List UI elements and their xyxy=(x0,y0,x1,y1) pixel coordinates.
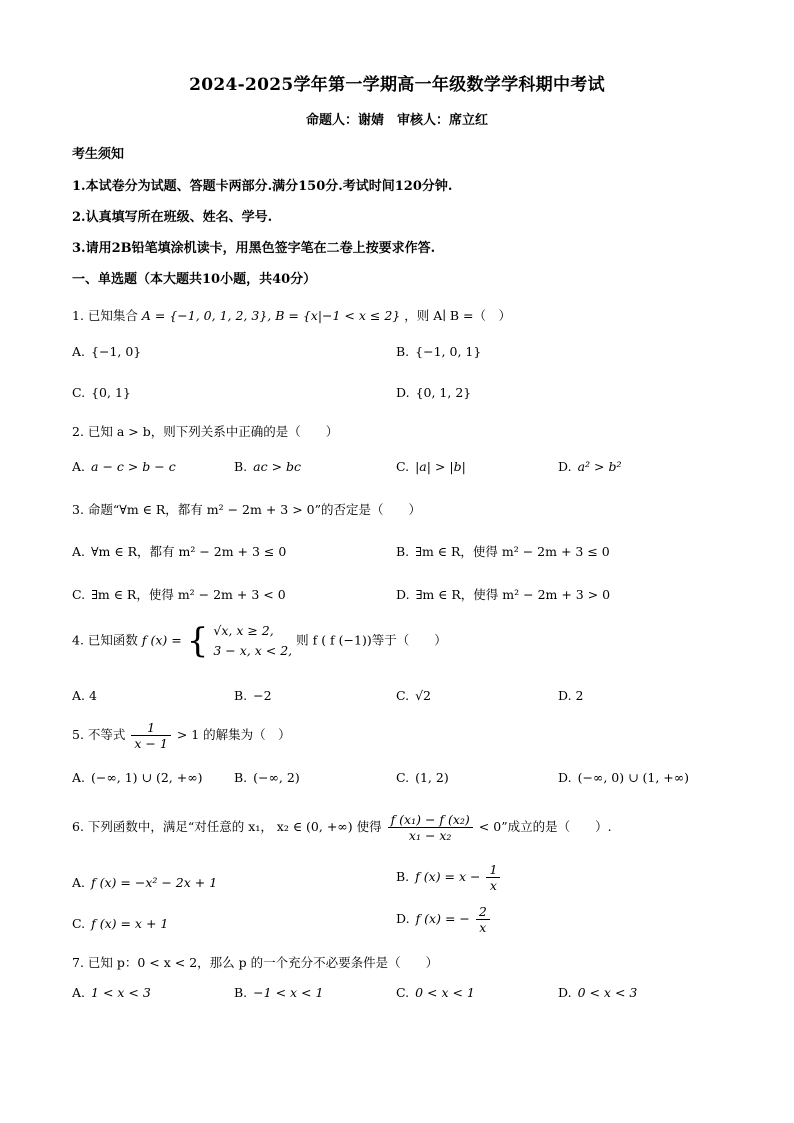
question-7-stem: 7. 已知 p：0 < x < 2，那么 p 的一个充分不必要条件是（ ） xyxy=(72,955,439,970)
option-value: ∃m ∈ R，使得 m² − 2m + 3 < 0 xyxy=(91,587,286,602)
option-value: (−∞, 1) ∪ (2, +∞) xyxy=(91,770,203,785)
question-2-option-b xyxy=(234,459,301,474)
question-1-option-c xyxy=(72,385,131,400)
option-value: √2 xyxy=(415,688,432,703)
option-label: B. xyxy=(234,770,248,785)
option-label: B. xyxy=(396,344,410,359)
piecewise-case-1: √x, x ≥ 2, xyxy=(213,623,274,638)
fraction-denominator: x₁ − x₂ xyxy=(408,828,452,843)
question-5 xyxy=(72,720,291,751)
fraction-denominator: x − 1 xyxy=(134,736,168,751)
notice-item-1: 1.本试卷分为试题、答题卡两部分.满分150分.考试时间120分钟. xyxy=(72,179,453,194)
option-value: (1, 2) xyxy=(415,770,449,785)
exam-title: 2024-2025学年第一学期高一年级数学学科期中考试 xyxy=(189,75,605,95)
question-6-suffix: < 0”成立的是（ ）. xyxy=(478,819,612,834)
question-2-stem: 2. 已知 a > b，则下列关系中正确的是（ ） xyxy=(72,424,339,439)
question-4-option-d: D. 2 xyxy=(558,688,584,703)
fraction-denominator: x xyxy=(489,878,497,893)
option-fraction xyxy=(476,904,490,935)
option-value: {0, 1, 2} xyxy=(415,385,472,400)
question-1-option-b xyxy=(396,344,481,359)
option-label: B. xyxy=(234,688,248,703)
question-5-option-c xyxy=(396,770,449,785)
question-4-option-b xyxy=(234,688,272,703)
option-label: D. xyxy=(396,911,410,926)
notice-item-2: 2.认真填写所在班级、姓名、学号. xyxy=(72,210,273,225)
option-value: −1 < x < 1 xyxy=(253,985,324,1000)
option-value: f (x) = − xyxy=(415,911,470,926)
option-value: 0 < x < 1 xyxy=(415,985,475,1000)
question-6-option-d xyxy=(396,904,492,935)
option-label: C. xyxy=(396,688,410,703)
option-label: D. xyxy=(558,459,572,474)
question-3-option-c xyxy=(72,585,286,603)
notice-heading: 考生须知 xyxy=(72,147,125,162)
question-4-function: f (x) = xyxy=(141,632,182,648)
piecewise-brace: { xyxy=(186,621,209,661)
question-2-option-a xyxy=(72,459,176,474)
question-1-prefix: 1. 已知集合 xyxy=(72,308,138,323)
option-label: A. xyxy=(72,344,86,359)
question-4-suffix: 则 f ( f (−1))等于（ ） xyxy=(296,632,447,648)
question-6-prefix: 6. 下列函数中，满足“对任意的 x₁， x₂ ∈ (0, +∞) 使得 xyxy=(72,819,382,834)
fraction-numerator: 2 xyxy=(476,904,490,920)
option-label: C. xyxy=(396,770,410,785)
question-7-option-b xyxy=(234,985,323,1000)
question-1-option-d xyxy=(396,385,471,400)
question-6-fraction xyxy=(388,812,473,843)
option-label: C. xyxy=(72,385,86,400)
option-value: ac > bc xyxy=(253,459,302,474)
option-label: D. xyxy=(558,770,572,785)
question-5-option-a xyxy=(72,770,203,785)
option-label: C. xyxy=(72,587,86,602)
option-label: A. xyxy=(72,875,86,890)
question-1-suffix: ，则 A∣ B =（ ） xyxy=(404,308,511,323)
option-value: {0, 1} xyxy=(91,385,131,400)
option-value: ∀m ∈ R，都有 m² − 2m + 3 ≤ 0 xyxy=(91,544,287,559)
question-2-option-c xyxy=(396,459,466,474)
question-7-option-d xyxy=(558,985,637,1000)
fraction-numerator: f (x₁) − f (x₂) xyxy=(388,812,473,828)
option-value: {−1, 0, 1} xyxy=(415,344,482,359)
option-label: A. xyxy=(72,985,86,1000)
option-label: B. xyxy=(234,459,248,474)
fraction-numerator: 1 xyxy=(486,862,500,878)
option-label: C. xyxy=(396,459,410,474)
fraction-denominator: x xyxy=(479,920,487,935)
question-3-stem: 3. 命题“∀m ∈ R，都有 m² − 2m + 3 > 0”的否定是（ ） xyxy=(72,502,421,517)
option-value: |a| > |b| xyxy=(415,459,466,474)
option-value: f (x) = −x² − 2x + 1 xyxy=(91,875,218,890)
option-value: −2 xyxy=(253,688,272,703)
option-label: D. xyxy=(396,587,410,602)
option-value: (−∞, 2) xyxy=(253,770,300,785)
question-1 xyxy=(72,306,511,324)
notice-item-3: 3.请用2B铅笔填涂机读卡，用黑色签字笔在二卷上按要求作答. xyxy=(72,241,436,256)
question-5-fraction xyxy=(131,720,170,751)
section-heading: 一、单选题（本大题共10小题，共40分） xyxy=(72,272,317,287)
option-label: C. xyxy=(72,916,86,931)
piecewise-case-2: 3 − x, x < 2, xyxy=(213,643,293,658)
option-label: A. xyxy=(72,459,86,474)
question-4-option-a: A. 4 xyxy=(72,688,97,703)
question-6-option-a xyxy=(72,875,217,890)
exam-authors: 命题人：谢婧 审核人：席立红 xyxy=(305,113,488,128)
option-value: f (x) = x − xyxy=(415,869,481,884)
option-label: A. xyxy=(72,770,86,785)
question-7-option-c xyxy=(396,985,475,1000)
question-6-option-c xyxy=(72,916,168,931)
question-5-prefix: 5. 不等式 xyxy=(72,727,126,742)
option-value: ∃m ∈ R，使得 m² − 2m + 3 > 0 xyxy=(415,587,611,602)
option-value: 1 < x < 3 xyxy=(91,985,151,1000)
option-value: ∃m ∈ R，使得 m² − 2m + 3 ≤ 0 xyxy=(415,544,610,559)
option-label: A. xyxy=(72,544,86,559)
fraction-numerator: 1 xyxy=(131,720,170,736)
question-3-option-a xyxy=(72,542,286,560)
question-1-math: A = {−1, 0, 1, 2, 3}, B = {x|−1 < x ≤ 2} xyxy=(141,308,401,323)
question-3-option-b xyxy=(396,542,610,560)
option-label: C. xyxy=(396,985,410,1000)
question-4-prefix: 4. 已知函数 xyxy=(72,632,138,648)
option-fraction xyxy=(486,862,500,893)
option-value: a − c > b − c xyxy=(91,459,176,474)
option-label: D. xyxy=(396,385,410,400)
question-4-option-c xyxy=(396,688,431,703)
question-5-option-d xyxy=(558,770,689,785)
option-value: 0 < x < 3 xyxy=(577,985,638,1000)
option-value: {−1, 0} xyxy=(91,344,142,359)
question-1-option-a xyxy=(72,344,141,359)
question-6-option-b xyxy=(396,862,502,893)
question-5-suffix: > 1 的解集为（ ） xyxy=(176,727,291,742)
option-label: B. xyxy=(234,985,248,1000)
option-value: f (x) = x + 1 xyxy=(91,916,169,931)
question-3-option-d xyxy=(396,585,610,603)
question-7-option-a xyxy=(72,985,151,1000)
question-6 xyxy=(72,812,612,843)
option-value: (−∞, 0) ∪ (1, +∞) xyxy=(577,770,690,785)
option-value: a² > b² xyxy=(577,459,622,474)
option-label: D. xyxy=(558,985,572,1000)
option-label: B. xyxy=(396,544,410,559)
question-4 xyxy=(72,621,447,661)
question-5-option-b xyxy=(234,770,300,785)
question-2-option-d xyxy=(558,459,621,474)
piecewise-cases xyxy=(213,621,292,661)
option-label: B. xyxy=(396,869,410,884)
